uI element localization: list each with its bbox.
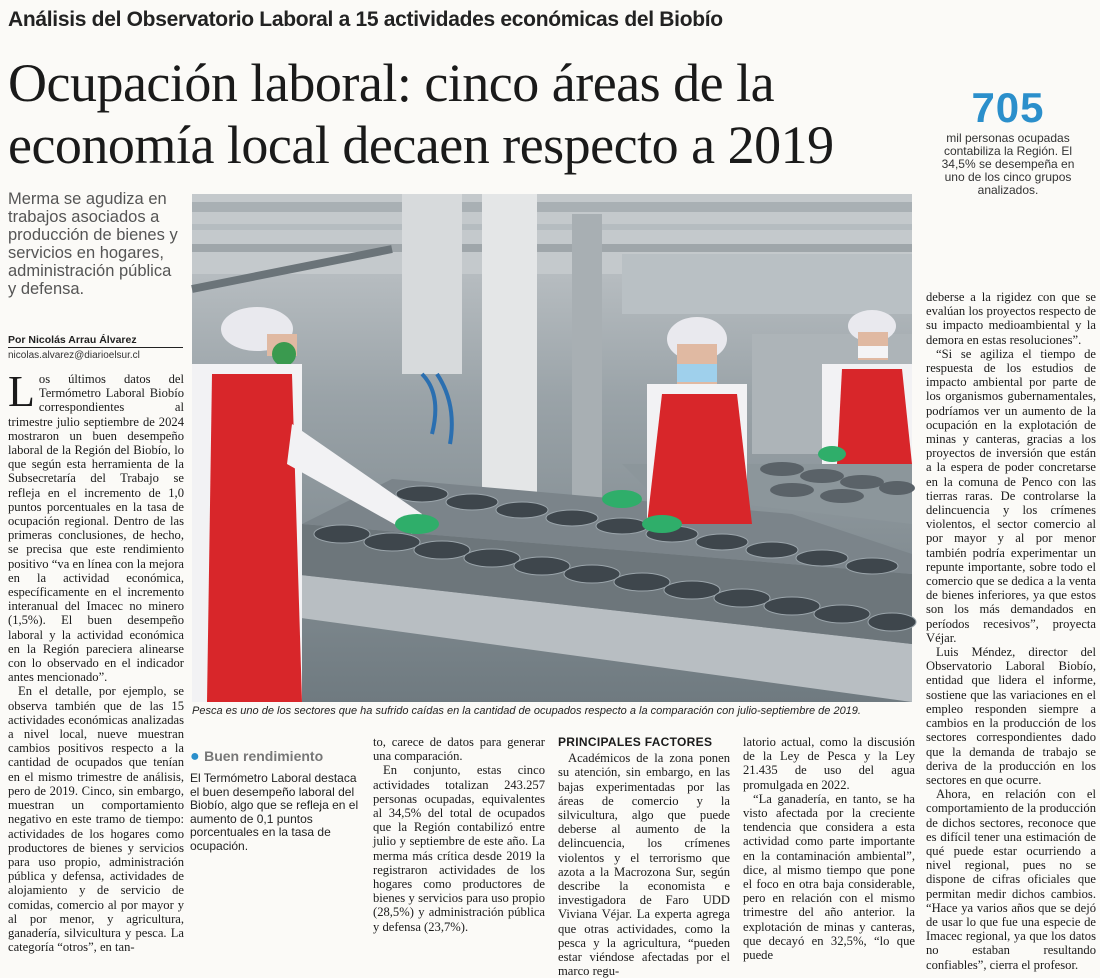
paragraph: Ahora, en relación con el comportamiento de la producción de dichos sectores, reconoce que es difícil tener una estimación de qué puede estar ocurriendo a nivel regional, pues no se dispone de cifras oficiales que permitan medir dichos cambios. “Hace ya varios años que se dejó de usar lo que fue una especie de Imacec regional, ya que los datos no estaban resultando confiables”, cierra el profesor.: [926, 787, 1096, 972]
paragraph: [8, 367, 184, 685]
deck-subtitle: Merma se agudiza en trabajos asociados a producción de bienes y servicios en hogares, administración pública y defensa.: [8, 190, 178, 298]
column-2: [373, 735, 545, 950]
stat-description: mil personas ocupadas contabiliza la Región. El 34,5% se desempeña en uno de los cinco grupos analizados.: [941, 131, 1075, 197]
column-1: [8, 367, 184, 955]
sidebox-text: El Termómetro Laboral destaca el buen desempeño laboral del Biobío, algo que se refleja en el aumento de 0,1 puntos porcentuales en la tasa de ocupación.: [190, 771, 359, 853]
column-4: [743, 735, 915, 963]
paragraph-text: os últimos datos del Termómetro Laboral Biobío correspondientes al trimestre julio septiembre de 2024 mostraron un buen desempeño laboral de la Región del Biobío, lo que según esta herramienta de la Subsecretaría del Trabajo se refleja en el incremento de 1,0 puntos porcentuales en la tasa de ocupación regional. Dentro de las primeras conclusiones, de hecho, se precisa que este rendimiento positivo “va en línea con la mejora en la actividad económica, específicamente en el incremento interanual del Imacec no minero (1,5%). El buen desempeño laboral y la actividad económica en la Región pareciera alinearse con lo observado en el indicador antes mencionado”.: [8, 372, 184, 685]
column-3: [558, 735, 730, 978]
bullet-dot-icon: ●: [190, 748, 205, 765]
paragraph: Luis Méndez, director del Observatorio Laboral Biobío, entidad que lidera el informe, sostiene que las variaciones en el empleo responden siempre a cambios en la producción de los sectores correspondientes dado que la demanda de trabajo se deriva de la producción en los sectores en que ocurre.: [926, 645, 1096, 787]
headline-line-2: economía local decaen respecto a 2019: [8, 115, 834, 175]
paragraph: deberse a la rigidez con que se evalúan los proyectos respecto de su impacto medioambiental y la demora en estas resoluciones”.: [926, 290, 1096, 347]
paragraph: “La ganadería, en tanto, se ha visto afectada por la creciente tendencia que considera a esta actividad como parte importante en la contaminación ambiental”, dice, al mismo tiempo que pone el foco en otra baja considerable, pero en relación con el mismo trimestre del año anterior. la explotación de minas y canteras, que decayó en 32,5%, “lo que puede: [743, 791, 915, 963]
stat-box: [918, 86, 1098, 197]
section-subhead: PRINCIPALES FACTORES: [558, 735, 713, 749]
sidebox-title-text: Buen rendimiento: [204, 748, 324, 764]
sidebox-title: [190, 748, 362, 766]
paragraph: to, carece de datos para generar una comparación.: [373, 735, 545, 764]
paragraph: Académicos de la zona ponen su atención, sin embargo, en las bajas experimentadas por las áreas de comercio y la silvicultura, algo que puede deberse al aumento de la delincuencia, los crímenes violentos y el terrorismo que azota a la Macrozona Sur, según describe la economista e investigadora de Faro UDD Viviana Véjar. La experta agrega que otras actividades, como la pesca y la agricultura, “pueden estar viéndose afectadas por el marco regu-: [558, 751, 730, 978]
paragraph: latorio actual, como la discusión de la Ley de Pesca y la Ley 21.435 de uso del agua promulgada en 2022.: [743, 735, 915, 792]
photo-illustration: [192, 194, 912, 702]
author-email: nicolas.alvarez@diarioelsur.cl: [8, 350, 140, 361]
column-5: [926, 290, 1096, 972]
dropcap: L: [8, 367, 35, 416]
headline-line-1: Ocupación laboral: cinco áreas de la: [8, 53, 775, 113]
photo-caption: Pesca es uno de los sectores que ha sufrido caídas en la cantidad de ocupados respecto a la comparación con julio-septiembre de 2019.: [192, 705, 861, 717]
byline: Por Nicolás Arrau Álvarez: [8, 334, 137, 346]
paragraph: En conjunto, estas cinco actividades totalizan 243.257 personas ocupadas, equivalentes al 34,5% del total de ocupados que la Región contabilizó entre julio y septiembre de este año. La merma más crítica desde 2019 la registraron actividades de los hogares como productores de bienes y servicios para uso propio (28,5%) y administración pública y defensa (23,7%).: [373, 763, 545, 934]
kicker: Análisis del Observatorio Laboral a 15 actividades económicas del Biobío: [8, 8, 723, 31]
fish-processing-photo: [192, 194, 912, 702]
paragraph: En el detalle, por ejemplo, se observa también que de las 15 actividades económicas analizadas a nivel local, nueve muestran cambios positivos respecto a la cantidad de ocupados que tenían en el mismo trimestre de análisis, pero de 2019. Cinco, sin embargo, muestran un comportamiento negativo en este tramo de tiempo: actividades de los hogares como productores de bienes y servicios para uso propio, administración pública y defensa, actividades de alojamiento y de servicio de comidas, comercio al por mayor y al por menor, y agricultura, ganadería, silvicultura y pesca. La categoría “otros”, en tan-: [8, 684, 184, 955]
paragraph: “Si se agiliza el tiempo de respuesta de los estudios de impacto ambiental por parte de los organismos gubernamentales, podríamos ver un aumento de la ocupación en la explotación de minas y canteras, gracias a los proyectos de inversión que están a la espera de poder concretarse en la comuna de Penco con las tierras raras. De controlarse la delincuencia y los crímenes violentos, el sector comercio al por mayor y al por menor también podría experimentar un repunte importante, sobre todo el comercio que se dedica a la venta de bienes inferiores, ya que estos son los más demandados en períodos recesivos”, proyecta Véjar.: [926, 346, 1096, 645]
stat-number: 705: [971, 84, 1045, 131]
sidebar-box: [190, 748, 362, 853]
headline: [8, 52, 928, 176]
byline-rule: [8, 347, 183, 348]
